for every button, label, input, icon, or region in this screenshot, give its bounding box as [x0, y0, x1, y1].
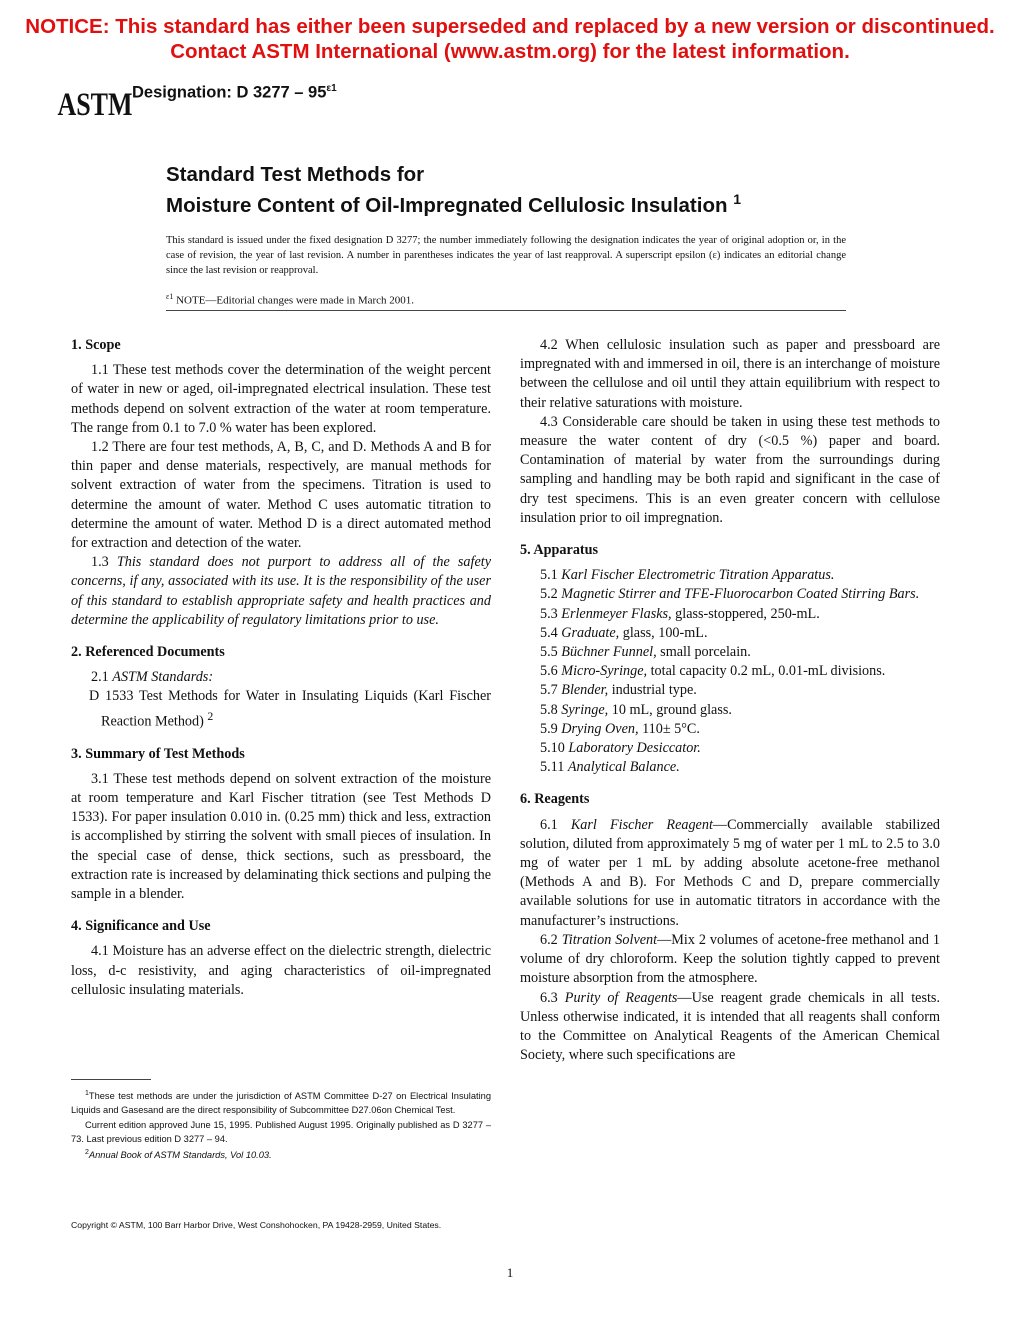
reagent-name: Titration Solvent [561, 931, 658, 948]
paragraph: 3.1 These test methods depend on solvent extraction of the moisture at room temperature and Karl Fischer titration (see Test Methods D 1533). For paper insulation 0.010 in. (0.25 mm) thick and less, extraction is accomplished by stirring the solvent with small pieces of insulation. In the special case of dense, thick sections, such as pressboard, the extraction rate is increased by delaminating thick sections and pulping the sample in a blender. [71, 770, 491, 903]
astm-logo-text: ASTM [57, 87, 133, 123]
apparatus-name: Laboratory Desiccator. [568, 740, 701, 757]
title-footnote-ref: 1 [733, 191, 741, 207]
page-number: 1 [506, 1265, 514, 1280]
apparatus-name: Büchner Funnel, [561, 644, 657, 661]
issued-note: This standard is issued under the fixed designation D 3277; the number immediately following the designation indicates the year of original adoption or, in the case of revision, the year of last revision. A number in parentheses indicates the year of last reapproval. A superscript epsilon (ε) indicates an editorial change since the last revision or reapproval. [166, 235, 846, 276]
reagent-text: —Use reagent grade chemicals in all tests. Unless otherwise indicated, it is intended that all reagents shall conform to the Committee on Analytical Reagents of the American Chemical Society, where such specifications are [520, 989, 940, 1064]
paragraph [71, 553, 491, 630]
apparatus-name: Micro-Syringe, [561, 663, 648, 680]
paragraph-number: 5.4 [540, 624, 558, 641]
notice-banner [0, 14, 1020, 64]
section-significance-continued [520, 336, 940, 528]
editorial-note-sup: ε1 [166, 292, 174, 301]
title-line-2: Moisture Content of Oil-Impregnated Cellulosic Insulation [166, 193, 728, 217]
designation [132, 83, 337, 103]
paragraph-number: 5.6 [540, 663, 558, 680]
footnote-sup: 2 [85, 1148, 89, 1156]
apparatus-name: Syringe, [561, 701, 609, 718]
section-heading: 3. Summary of Test Methods [71, 745, 245, 762]
editorial-note [166, 292, 414, 307]
reagent-text: —Mix 2 volumes of acetone-free methanol and 1 volume of dry chloroform. Keep the solution tightly capped to prevent moisture absorption from the atmosphere. [520, 931, 940, 987]
paragraph-number: 6.1 [540, 816, 558, 833]
editorial-note-text: NOTE—Editorial changes were made in March 2001. [176, 294, 415, 307]
apparatus-detail: total capacity 0.2 mL, 0.01-mL divisions. [647, 663, 886, 680]
paragraph-number: 5.10 [540, 740, 565, 757]
paragraph-number: 1.3 [91, 554, 109, 571]
apparatus-list [520, 566, 940, 777]
apparatus-detail: small porcelain. [656, 644, 751, 661]
paragraph: 4.2 When cellulosic insulation such as paper and pressboard are impregnated with and immersed in oil, there is an interchange of moisture between the cellulose and oil until they attain equilibrium with respect to their relative saturations with moisture. [520, 337, 940, 411]
paragraph: 1.1 These test methods cover the determination of the weight percent of water in new or aged, oil-impregnated electrical insulation. These test methods depend on solvent extraction of the water at room temperature. The range from 0.1 to 7.0 % water has been explored. [71, 362, 491, 436]
section-significance [71, 917, 491, 1000]
designation-label: Designation: D 3277 – 95 [132, 83, 327, 102]
paragraph: 4.3 Considerable care should be taken in using these test methods to measure the water content of dry (<0.5 %) paper and board. Contamination of material by water from the surroundings during sampling and handling may be both rapid and significant in the case of dry test specimens. This is an even greater concern with cellulose insulation prior to oil impregnation. [520, 413, 940, 526]
paragraph-number: 5.8 [540, 701, 558, 718]
designation-sup: ε1 [326, 83, 337, 94]
apparatus-item [520, 585, 940, 604]
footnote: Current edition approved June 15, 1995. Published August 1995. Originally published as D 3277 – 73. Last previous edition D 3277 – 94. [71, 1119, 491, 1144]
paragraph [520, 816, 940, 931]
apparatus-name: Karl Fischer Electrometric Titration Apparatus. [561, 567, 835, 584]
paragraph: 4.1 Moisture has an adverse effect on the dielectric strength, dielectric loss, d-c resistivity, and aging characteristics of oil-impregnated cellulosic insulating materials. [71, 943, 491, 998]
paragraph-number: 5.11 [540, 759, 565, 776]
apparatus-item [520, 681, 940, 700]
apparatus-name: Analytical Balance. [567, 759, 680, 776]
footnotes [71, 1087, 491, 1162]
paragraph-number: 6.3 [540, 989, 558, 1006]
apparatus-item [520, 720, 940, 739]
apparatus-item [520, 758, 940, 777]
apparatus-item [520, 739, 940, 758]
section-heading: 5. Apparatus [520, 542, 599, 559]
paragraph [520, 989, 940, 1066]
apparatus-name: Blender, [561, 682, 609, 699]
section-apparatus [520, 541, 940, 777]
copyright: Copyright © ASTM, 100 Barr Harbor Drive, West Conshohocken, PA 19428-2959, United States. [71, 1220, 442, 1230]
footnote [71, 1146, 491, 1162]
section-heading: 1. Scope [71, 337, 121, 353]
apparatus-item [520, 643, 940, 662]
paragraph-number: 5.9 [540, 720, 558, 737]
apparatus-detail: 10 mL, ground glass. [608, 701, 732, 718]
paragraph [520, 931, 940, 989]
notice-line-2: Contact ASTM International (www.astm.org) for the latest information. [170, 40, 850, 63]
section-heading: 2. Referenced Documents [71, 644, 225, 661]
right-column [520, 336, 940, 1078]
paragraph [71, 668, 491, 687]
reference-sup: 2 [207, 708, 214, 723]
header-divider [166, 310, 846, 311]
section-reagents [520, 790, 940, 1065]
paragraph: 1.2 There are four test methods, A, B, C, and D. Methods A and B for thin paper and dense materials, respectively, are manual methods for solvent extraction of water from the specimens. Titration is used to determine the amount of water. Method C uses automatic titration to determine the amount of water. Method D is a direct automated method for extraction and detection of the water. [71, 439, 491, 552]
paragraph-number: 2.1 [91, 669, 109, 686]
footnote-divider [71, 1079, 151, 1080]
apparatus-item [520, 624, 940, 643]
footnote-text: These test methods are under the jurisdiction of ASTM Committee D-27 on Electrical Insulating Liquids and Gasesand are the direct responsibility of Subcommittee D27.06on Chemical Test. [71, 1091, 491, 1116]
page-title [166, 162, 741, 218]
reagent-name: Karl Fischer Reagent [570, 816, 713, 833]
apparatus-item [520, 662, 940, 681]
reagent-text: —Commercially available stabilized solution, diluted from approximately 5 mg of water per 1 mL to 2.5 to 3.0 mg of water per 1 mL by adding absolute acetone-free methanol (Methods A and B). For Methods C and D, prepare commercially available solutions for use in automatic titrators in accordance with the manufacturer’s instructions. [520, 816, 941, 929]
apparatus-item [520, 605, 940, 624]
apparatus-detail: glass-stoppered, 250-mL. [671, 605, 820, 622]
section-heading: 6. Reagents [520, 791, 590, 808]
left-column [71, 336, 491, 1013]
reference-item [71, 687, 491, 731]
section-heading: 4. Significance and Use [71, 918, 211, 935]
paragraph-number: 5.5 [540, 644, 558, 661]
standards-label: ASTM Standards: [112, 669, 214, 686]
section-scope [71, 336, 491, 630]
footnote-text: Annual Book of ASTM Standards, Vol 10.03. [88, 1150, 272, 1160]
apparatus-item [520, 566, 940, 585]
apparatus-name: Erlenmeyer Flasks, [561, 605, 672, 622]
section-summary [71, 745, 491, 905]
paragraph-number: 5.7 [540, 682, 558, 699]
astm-logo-icon [57, 78, 133, 123]
reference-text: D 1533 Test Methods for Water in Insulating Liquids (Karl Fischer Reaction Method) [89, 688, 491, 730]
paragraph-number: 6.2 [540, 931, 558, 948]
section-referenced-documents [71, 643, 491, 732]
apparatus-name: Graduate, [561, 624, 620, 641]
safety-statement: This standard does not purport to address all of the safety concerns, if any, associated with its use. It is the responsibility of the user of this standard to establish appropriate safety and health practices and determine the applicability of regulatory limitations prior to use. [71, 554, 491, 628]
paragraph-number: 5.3 [540, 605, 558, 622]
apparatus-name: Drying Oven, [561, 720, 639, 737]
title-line-1: Standard Test Methods for [166, 163, 425, 186]
apparatus-detail: industrial type. [608, 682, 697, 699]
footnote-sup: 1 [85, 1090, 89, 1097]
paragraph-number: 5.1 [540, 567, 558, 584]
notice-line-1: NOTICE: This standard has either been superseded and replaced by a new version or discontinued. [25, 15, 995, 38]
apparatus-name: Magnetic Stirrer and TFE-Fluorocarbon Coated Stirring Bars. [561, 586, 920, 603]
apparatus-detail: 110± 5°C. [638, 720, 700, 737]
footnote [71, 1087, 491, 1118]
paragraph-number: 5.2 [540, 586, 558, 603]
apparatus-detail: glass, 100-mL. [619, 624, 708, 641]
reagent-name: Purity of Reagents [564, 989, 678, 1006]
apparatus-item [520, 701, 940, 720]
